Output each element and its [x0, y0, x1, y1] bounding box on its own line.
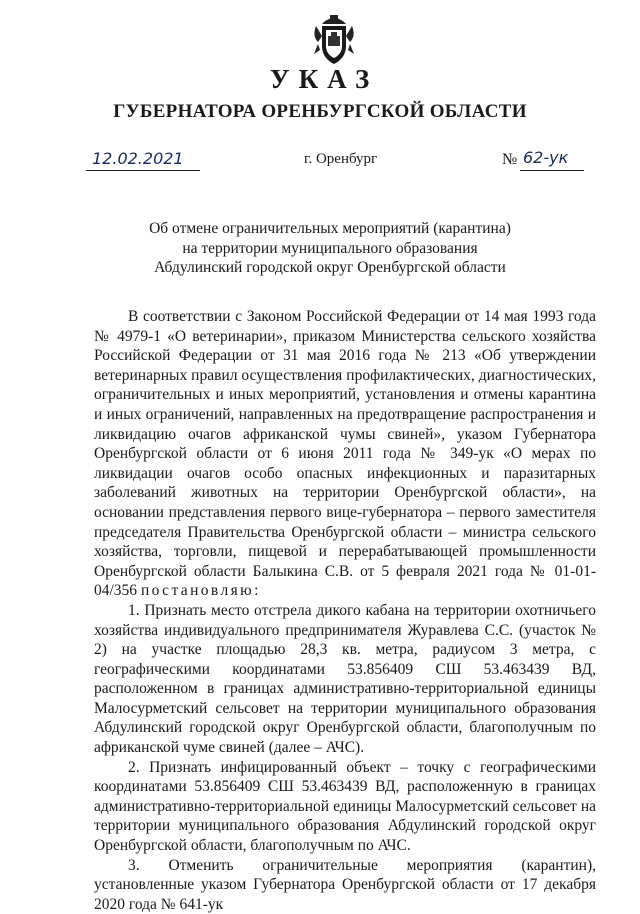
item-paragraph: 3. Отменить ограничительные мероприятия (карантин), установленные указом Губернатора Оренбургской области от 17 декабря 2020 года № 641-ук	[94, 856, 596, 913]
document-date: 12.02.2021	[92, 149, 184, 168]
document-subtitle: ГУБЕРНАТОРА ОРЕНБУРГСКОЙ ОБЛАСТИ	[113, 101, 527, 122]
coat-of-arms-icon	[310, 12, 358, 66]
resolve-word: постановляю:	[140, 582, 261, 600]
preamble-text: В соответствии с Законом Российской Федерации от 14 мая 1993 года № 4979-1 «О ветеринарии», приказом Министерства сельского хозяйства Российской Федерации от 31 мая 2016 года № 213 «Об утверждении ветеринарных правил осуществления профилактических, диагностических, ограничительных и иных мероприятий, установления и отмены карантина и иных ограничений, направленных на предотвращение распространения и ликвидацию очагов африканской чумы свиней», указом Губернатора Оренбургской области от 6 июня 2011 года № 349-ук «О мерах по ликвидации очагов особо опасных инфекционных и паразитарных заболеваний животных на территории Оренбургской области», на основании представления первого вице-губернатора – первого заместителя председателя Правительства Оренбургской области – министра сельского хозяйства, торговли, пищевой и перерабатывающей промышленности Оренбургской области Балыкина С.В. от 5 февраля 2021 года № 01-01-04/356	[94, 308, 596, 600]
document-heading	[100, 219, 560, 278]
document-body	[94, 307, 596, 914]
document-title: УКАЗ	[269, 64, 379, 94]
preamble-paragraph	[94, 307, 596, 601]
date-underline	[86, 170, 200, 171]
item-paragraph: 1. Признать место отстрела дикого кабана на территории охотничьего хозяйства индивидуального предпринимателя Журавлева С.С. (участок № 2) на участке площадью 28,3 кв. метра, радиусом 3 метра, с географическими координатами 53.856409 СШ 53.463439 ВД, расположенном в границах административно-территориальной единицы Малосурметский сельсовет на территории муниципального образования Абдулинский городской округ Оренбургской области, благополучным по африканской чуме свиней (далее – АЧС).	[94, 601, 596, 757]
document-city: г. Оренбург	[304, 151, 378, 167]
document-number-label: №	[502, 151, 518, 168]
document-number: 62-ук	[523, 148, 569, 167]
item-paragraph: 2. Признать инфицированный объект – точку с географическими координатами 53.856409 СШ 53.463439 ВД, расположенную в границах административно-территориальной единицы Малосурметский сельсовет на территории муниципального образования Абдулинский городской округ Оренбургской области, благополучным по АЧС.	[94, 758, 596, 855]
heading-line: Об отмене ограничительных мероприятий (карантина)	[149, 220, 511, 237]
heading-line: Абдулинский городской округ Оренбургской области	[154, 259, 506, 276]
number-underline	[520, 170, 584, 171]
heading-line: на территории муниципального образования	[182, 239, 478, 257]
